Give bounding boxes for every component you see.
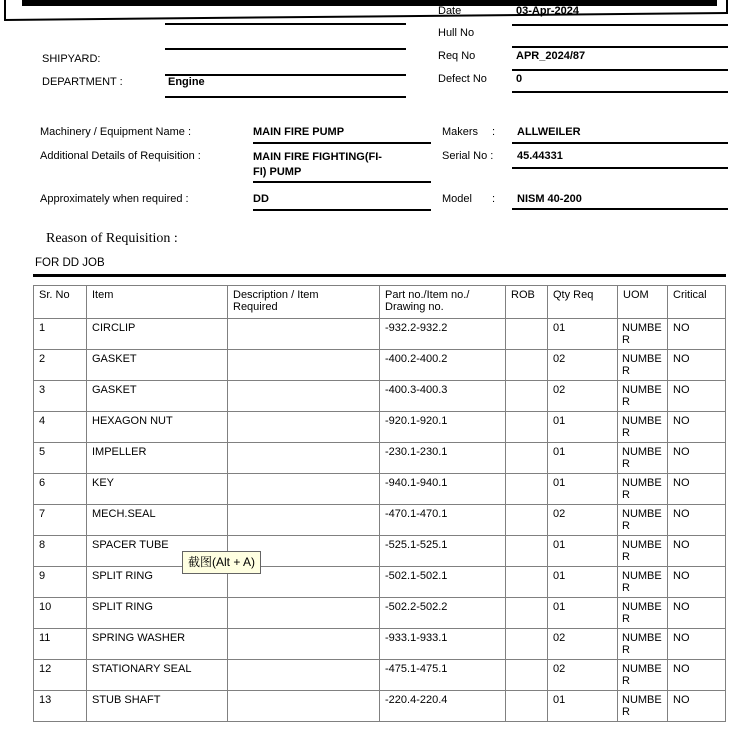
additional-details-line	[253, 181, 431, 183]
cell-description	[228, 660, 380, 691]
cell-sr: 1	[34, 319, 87, 350]
req-no-label: Req No	[438, 50, 476, 62]
screenshot-tooltip: 截图(Alt + A)	[182, 551, 261, 574]
cell-item: IMPELLER	[87, 443, 228, 474]
req-no-field-line	[512, 69, 728, 71]
cell-rob	[506, 443, 548, 474]
cell-qty-req: 01	[548, 412, 618, 443]
reason-heading: Reason of Requisition :	[46, 231, 178, 246]
cell-description	[228, 381, 380, 412]
table-row	[34, 319, 726, 350]
cell-rob	[506, 350, 548, 381]
makers-value: ALLWEILER	[517, 126, 581, 138]
cell-part-no: -400.2-400.2	[380, 350, 506, 381]
cell-item: CIRCLIP	[87, 319, 228, 350]
cell-part-no: -230.1-230.1	[380, 443, 506, 474]
cell-critical: NO	[668, 381, 726, 412]
cell-part-no: -470.1-470.1	[380, 505, 506, 536]
defect-no-field-line	[512, 91, 728, 93]
cell-uom: NUMBER	[618, 567, 668, 598]
defect-no-value: 0	[516, 73, 523, 85]
date-value: 03-Apr-2024	[516, 5, 579, 17]
table-row	[34, 691, 726, 722]
cell-critical: NO	[668, 505, 726, 536]
cell-critical: NO	[668, 412, 726, 443]
parts-table	[33, 285, 726, 722]
makers-label: Makers	[442, 126, 479, 138]
machinery-name-line	[253, 142, 431, 144]
table-row	[34, 412, 726, 443]
cell-description	[228, 412, 380, 443]
parts-table-body	[34, 319, 726, 722]
cell-part-no: -220.4-220.4	[380, 691, 506, 722]
cell-part-no: -932.2-932.2	[380, 319, 506, 350]
cell-part-no: -400.3-400.3	[380, 381, 506, 412]
cell-part-no: -933.1-933.1	[380, 629, 506, 660]
cell-rob	[506, 319, 548, 350]
department-label: DEPARTMENT :	[42, 76, 123, 88]
cell-uom: NUMBER	[618, 598, 668, 629]
cell-sr: 12	[34, 660, 87, 691]
cell-item: SPLIT RING	[87, 598, 228, 629]
cell-qty-req: 01	[548, 443, 618, 474]
model-colon: :	[492, 193, 496, 205]
cell-rob	[506, 381, 548, 412]
cell-critical: NO	[668, 474, 726, 505]
department-value: Engine	[168, 76, 205, 88]
table-row	[34, 660, 726, 691]
cell-sr: 9	[34, 567, 87, 598]
cell-critical: NO	[668, 691, 726, 722]
cell-item: SPACER TUBE	[87, 536, 228, 567]
header-uom: UOM	[618, 286, 668, 319]
header-frame-left	[4, 0, 6, 20]
cell-sr: 11	[34, 629, 87, 660]
cell-critical: NO	[668, 629, 726, 660]
when-required-value: DD	[253, 193, 269, 205]
additional-details-value: MAIN FIRE FIGHTING(FI-FI) PUMP	[253, 151, 382, 178]
model-label: Model	[442, 193, 472, 205]
cell-uom: NUMBER	[618, 691, 668, 722]
cell-item: HEXAGON NUT	[87, 412, 228, 443]
header-qty-req: Qty Req	[548, 286, 618, 319]
cell-rob	[506, 536, 548, 567]
parts-table-header-row	[34, 286, 726, 319]
cell-rob	[506, 691, 548, 722]
cell-rob	[506, 629, 548, 660]
cell-description	[228, 598, 380, 629]
table-row	[34, 567, 726, 598]
cell-description	[228, 350, 380, 381]
cell-description	[228, 319, 380, 350]
date-label: Date	[438, 5, 462, 17]
model-line	[512, 208, 728, 210]
req-no-value: APR_2024/87	[516, 50, 586, 62]
cell-part-no: -502.1-502.1	[380, 567, 506, 598]
table-row	[34, 350, 726, 381]
machinery-name-value: MAIN FIRE PUMP	[253, 126, 345, 138]
header-frame-right	[726, 0, 728, 13]
cell-uom: NUMBER	[618, 319, 668, 350]
cell-sr: 13	[34, 691, 87, 722]
cell-sr: 4	[34, 412, 87, 443]
cell-critical: NO	[668, 567, 726, 598]
defect-no-label: Defect No	[438, 73, 487, 85]
table-row	[34, 536, 726, 567]
cell-qty-req: 01	[548, 319, 618, 350]
cell-qty-req: 02	[548, 350, 618, 381]
cell-uom: NUMBER	[618, 629, 668, 660]
cell-rob	[506, 567, 548, 598]
cell-item: SPRING WASHER	[87, 629, 228, 660]
table-row	[34, 629, 726, 660]
cell-critical: NO	[668, 350, 726, 381]
cell-sr: 10	[34, 598, 87, 629]
cell-part-no: -525.1-525.1	[380, 536, 506, 567]
cell-qty-req: 02	[548, 381, 618, 412]
cell-rob	[506, 505, 548, 536]
cell-rob	[506, 598, 548, 629]
cell-item: SPLIT RING	[87, 567, 228, 598]
section-divider-rule	[33, 274, 726, 277]
header-top-bar	[22, 0, 717, 6]
header-description: Description / Item Required	[228, 286, 380, 319]
serial-no-line	[512, 167, 728, 169]
cell-critical: NO	[668, 598, 726, 629]
hull-no-field-line	[512, 46, 728, 48]
header-critical: Critical	[668, 286, 726, 319]
machinery-name-label: Machinery / Equipment Name :	[40, 126, 192, 138]
when-required-line	[253, 209, 431, 211]
cell-qty-req: 02	[548, 629, 618, 660]
cell-qty-req: 02	[548, 505, 618, 536]
cell-item: STATIONARY SEAL	[87, 660, 228, 691]
date-field-line	[512, 24, 728, 26]
cell-sr: 3	[34, 381, 87, 412]
when-required-label: Approximately when required :	[40, 193, 189, 205]
cell-uom: NUMBER	[618, 443, 668, 474]
cell-part-no: -920.1-920.1	[380, 412, 506, 443]
cell-description	[228, 629, 380, 660]
cell-description	[228, 474, 380, 505]
makers-colon: :	[492, 126, 496, 138]
cell-sr: 7	[34, 505, 87, 536]
cell-item: MECH.SEAL	[87, 505, 228, 536]
department-field-line	[165, 96, 406, 98]
cell-qty-req: 02	[548, 660, 618, 691]
cell-rob	[506, 660, 548, 691]
cell-uom: NUMBER	[618, 536, 668, 567]
cell-sr: 8	[34, 536, 87, 567]
cell-item: STUB SHAFT	[87, 691, 228, 722]
serial-no-label: Serial No :	[442, 150, 494, 162]
header-part-no: Part no./Item no./ Drawing no.	[380, 286, 506, 319]
table-row	[34, 474, 726, 505]
cell-part-no: -502.2-502.2	[380, 598, 506, 629]
cell-critical: NO	[668, 443, 726, 474]
makers-line	[512, 142, 728, 144]
cell-critical: NO	[668, 319, 726, 350]
cell-sr: 2	[34, 350, 87, 381]
table-row	[34, 381, 726, 412]
cell-description	[228, 505, 380, 536]
header-frame-bottom	[4, 12, 728, 21]
cell-qty-req: 01	[548, 567, 618, 598]
cell-part-no: -940.1-940.1	[380, 474, 506, 505]
model-value: NISM 40-200	[517, 193, 582, 205]
cell-item: GASKET	[87, 350, 228, 381]
cell-uom: NUMBER	[618, 505, 668, 536]
cell-part-no: -475.1-475.1	[380, 660, 506, 691]
cell-rob	[506, 412, 548, 443]
cell-uom: NUMBER	[618, 474, 668, 505]
cell-rob	[506, 474, 548, 505]
cell-critical: NO	[668, 660, 726, 691]
cell-qty-req: 01	[548, 598, 618, 629]
cell-uom: NUMBER	[618, 412, 668, 443]
hull-no-label: Hull No	[438, 27, 475, 39]
cell-description	[228, 443, 380, 474]
cell-qty-req: 01	[548, 474, 618, 505]
table-row	[34, 443, 726, 474]
cell-critical: NO	[668, 536, 726, 567]
additional-details-label: Additional Details of Requisition :	[40, 150, 201, 162]
serial-no-value: 45.44331	[517, 150, 563, 162]
reason-text: FOR DD JOB	[35, 257, 105, 269]
header-item: Item	[87, 286, 228, 319]
cell-qty-req: 01	[548, 536, 618, 567]
cell-uom: NUMBER	[618, 381, 668, 412]
cell-item: GASKET	[87, 381, 228, 412]
header-sr-no: Sr. No	[34, 286, 87, 319]
cell-uom: NUMBER	[618, 350, 668, 381]
cell-qty-req: 01	[548, 691, 618, 722]
cell-item: KEY	[87, 474, 228, 505]
cell-description	[228, 691, 380, 722]
header-rob: ROB	[506, 286, 548, 319]
blank-field-line-1	[165, 23, 406, 25]
table-row	[34, 505, 726, 536]
blank-field-line-2	[165, 48, 406, 50]
shipyard-label: SHIPYARD:	[42, 53, 101, 65]
table-row	[34, 598, 726, 629]
cell-sr: 6	[34, 474, 87, 505]
cell-sr: 5	[34, 443, 87, 474]
cell-uom: NUMBER	[618, 660, 668, 691]
